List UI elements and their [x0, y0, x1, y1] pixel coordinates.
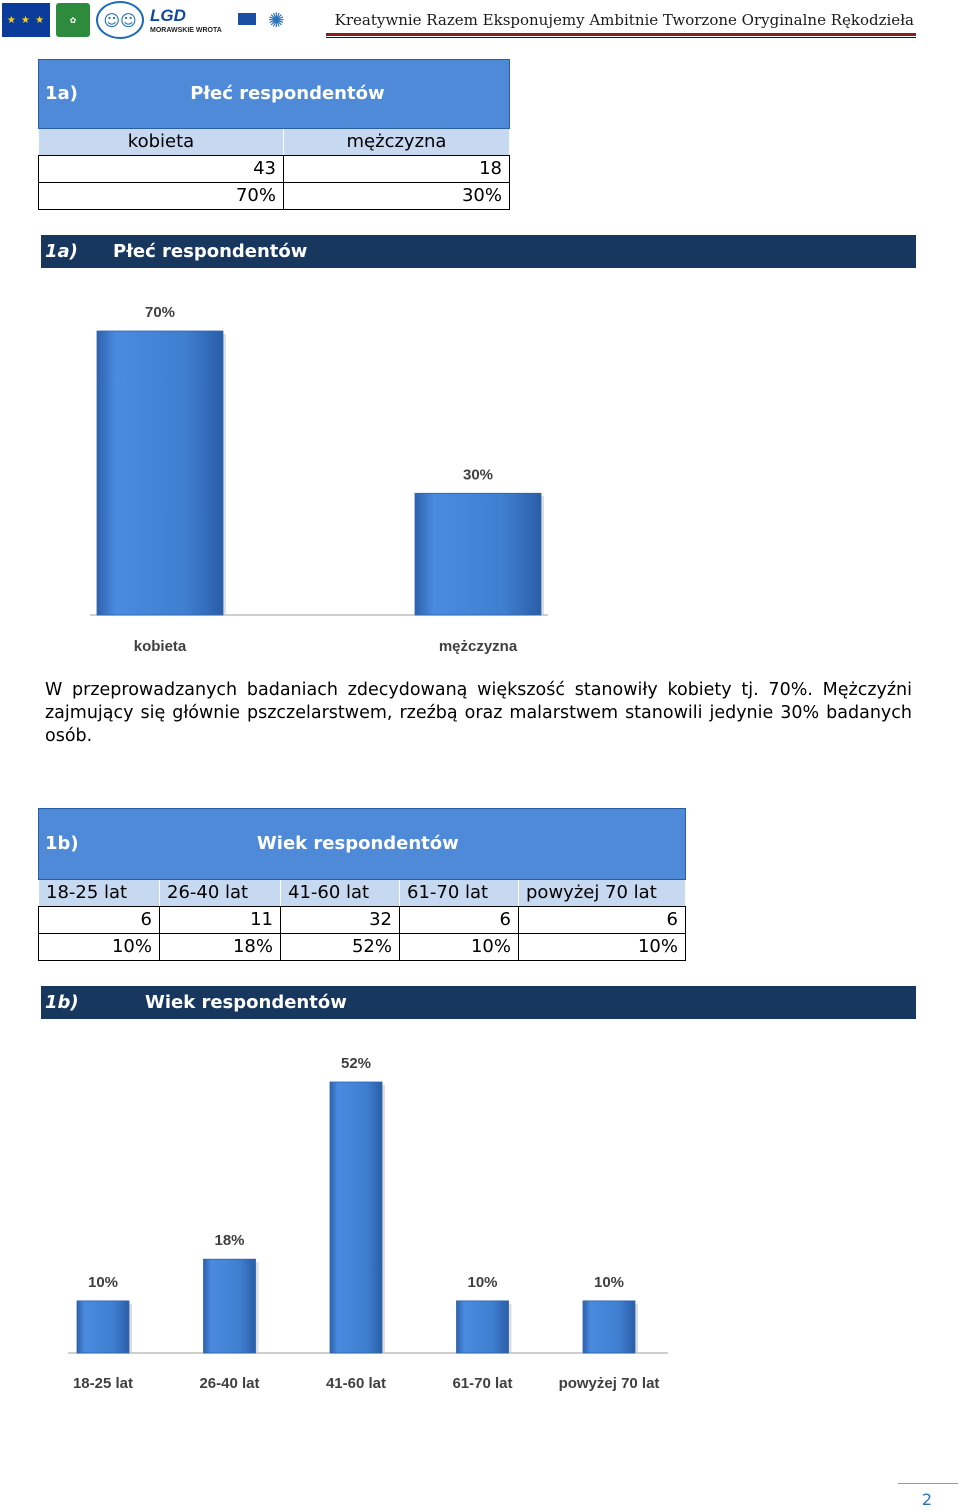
page-number-rule	[898, 1483, 958, 1484]
table-cell: 32	[281, 907, 400, 934]
section-number: 1a)	[45, 241, 78, 262]
table-cell: 70%	[39, 183, 284, 210]
page-number: 2	[921, 1490, 932, 1509]
column-header: kobieta	[39, 129, 284, 156]
table-cell: 18%	[160, 934, 281, 961]
chart-1b-data-label: 10%	[467, 1273, 498, 1291]
table-1b	[38, 808, 686, 961]
column-header: 41-60 lat	[281, 880, 400, 907]
chart-1b-data-label: 10%	[87, 1273, 119, 1291]
chart-1b-data-label: 52%	[340, 1055, 372, 1072]
table-row	[39, 907, 686, 934]
table-cell: 11	[160, 907, 281, 934]
table-cell: 10%	[400, 934, 519, 961]
chart-1b-category-label: 61-70 lat	[452, 1375, 513, 1392]
chart-1b-category-label: 18-25 lat	[72, 1375, 134, 1392]
table-cell: 6	[519, 907, 686, 934]
chart-1a-bar	[97, 331, 223, 615]
table-cell: 10%	[39, 934, 160, 961]
table-row	[39, 156, 510, 183]
table-1b-number: 1b)	[45, 833, 79, 854]
section-title: Płeć respondentów	[113, 241, 308, 262]
chart-1a-category-label: kobieta	[133, 638, 187, 655]
table-1b-header-row	[39, 880, 686, 907]
chart-1b-bar	[457, 1301, 509, 1353]
table-cell: 52%	[281, 934, 400, 961]
pl-program-logo	[232, 3, 262, 37]
section-bar-1b	[41, 986, 916, 1019]
page-header	[0, 0, 960, 42]
chart-1b-bar	[330, 1082, 382, 1353]
table-1a-title-row	[39, 60, 510, 129]
chart-1b-category-label: 26-40 lat	[199, 1375, 260, 1392]
chart-1a	[0, 280, 960, 680]
header-rule-thin	[326, 37, 916, 38]
chart-1b-category-label: powyżej 70 lat	[558, 1375, 660, 1392]
lgd-logo-text: LGD	[150, 5, 186, 25]
chart-1b-category-label: 41-60 lat	[325, 1375, 387, 1392]
table-row	[39, 183, 510, 210]
table-1a-title: Płeć respondentów	[190, 83, 385, 104]
people-circle-logo: ☺☺	[96, 1, 144, 39]
chart-1b-bar	[204, 1259, 256, 1353]
table-cell: 6	[39, 907, 160, 934]
table-cell: 6	[400, 907, 519, 934]
table-1a-header-row	[39, 129, 510, 156]
table-row	[39, 934, 686, 961]
section-number: 1b)	[45, 992, 79, 1013]
chart-1b	[0, 1030, 960, 1410]
chart-1b-data-label: 18%	[214, 1232, 245, 1250]
table-1b-title: Wiek respondentów	[256, 833, 459, 854]
chart-1b-data-label: 10%	[593, 1273, 625, 1291]
table-cell: 43	[39, 156, 284, 183]
chart-1b-bar	[583, 1301, 635, 1353]
chart-1a-data-label: 30%	[462, 466, 494, 484]
chart-1b-bar	[77, 1301, 129, 1353]
section-title: Wiek respondentów	[145, 992, 347, 1013]
table-1a	[38, 59, 510, 210]
lgd-logo-subtext: MORAWSKIE WROTA	[150, 26, 222, 34]
column-header: 61-70 lat	[400, 880, 519, 907]
header-rule	[326, 33, 916, 36]
header-title: Kreatywnie Razem Eksponujemy Ambitnie Tworzone Oryginalne Rękodzieła	[334, 11, 914, 29]
table-1a-number: 1a)	[45, 83, 78, 104]
chart-1a-category-label: mężczyzna	[438, 638, 518, 655]
column-header: mężczyzna	[284, 129, 510, 156]
column-header: 18-25 lat	[39, 880, 160, 907]
leader-logo: ✿	[56, 3, 90, 37]
chart-1a-data-label: 70%	[144, 304, 176, 321]
eu-flag-logo: ★ ★ ★	[2, 3, 50, 37]
column-header: 26-40 lat	[160, 880, 281, 907]
section-bar-1a	[41, 235, 916, 268]
lgd-morawskie-wrota-logo	[150, 3, 226, 37]
table-1b-title-row	[39, 809, 686, 880]
summary-paragraph: W przeprowadzanych badaniach zdecydowaną większość stanowiły kobiety tj. 70%. Mężczyźni zajmujący się głównie pszczelarstwem, rzeźbą oraz malarstwem stanowili jedynie 30% badanych osób.	[45, 680, 912, 746]
table-cell: 18	[284, 156, 510, 183]
table-cell: 30%	[284, 183, 510, 210]
logo-strip	[2, 2, 330, 38]
region-logo: ✺	[268, 8, 285, 32]
column-header: powyżej 70 lat	[519, 880, 686, 907]
chart-1a-bar	[415, 493, 541, 615]
table-cell: 10%	[519, 934, 686, 961]
